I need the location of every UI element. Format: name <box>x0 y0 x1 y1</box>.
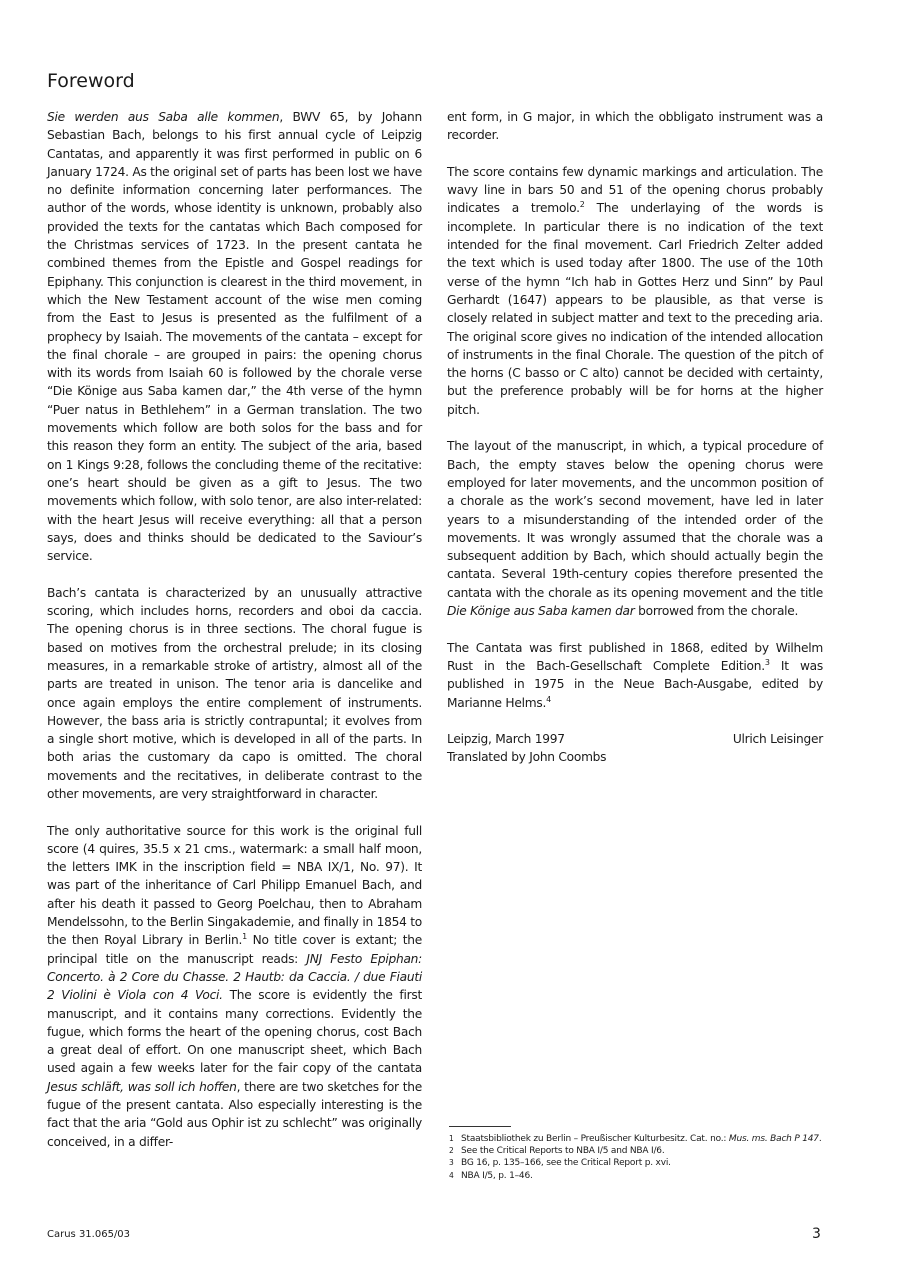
footnote <box>449 1133 824 1145</box>
paragraph-text: The underlaying of the words is incomplete. In particular there is no indication of the text intended for the final movement. Carl Friedrich Zelter added the text which is used today after 1800. The use of the 10th verse of the hymn “Ich hab in Gottes Herz und Sinn” by Paul Gerhardt (1647) appears to be plausible, as that verse is closely related in subject matter and text to the preceding aria. The original score gives no indication of the intended allocation of instruments in the final Chorale. The question of the pitch of the horns (C basso or C alto) cannot be decided with certainty, but the preference probably will be for horns at the higher pitch. <box>447 201 823 417</box>
place-date: Leipzig, March 1997 <box>447 732 565 747</box>
footnote-text-part: . <box>818 1134 822 1144</box>
translator-credit: Translated by John Coombs <box>447 750 607 765</box>
footnote-number: 2 <box>449 1146 454 1156</box>
paragraph <box>47 584 422 804</box>
footnotes <box>449 1133 824 1182</box>
footnote-italic: Mus. ms. Bach P 147 <box>728 1134 819 1144</box>
paragraph <box>447 108 823 145</box>
footnote-ref: 2 <box>579 200 585 210</box>
paragraph-text: The Cantata was first published in 1868, edited by Wilhelm Rust in the Bach-Gesellschaft Complete Edition. <box>447 640 823 673</box>
paragraph-text: borrowed from the chorale. <box>634 604 799 619</box>
paragraph-text: , BWV 65, by Johann Sebastian Bach, belongs to his first annual cycle of Leipzig Cantatas, and apparently it was first performed in public on 6 January 1724. As the original set of parts has been lost we have no definite information concerning later performances. The author of the words, whose identity is unknown, probably also provided the texts for the cantatas which Bach composed for the Christmas services of 1723. In the present cantata he combined themes from the Epistle and Gospel readings for Epiphany. This conjunction is clearest in the third movement, in which the New Testament account of the wise men coming from the East to Jesus is presented as the fulfilment of a prophecy by Isaiah. The movements of the cantata – except for the final chorale – are grouped in pairs: the opening chorus with its words from Isaiah 60 is followed by the chorale verse “Die Könige aus Saba kamen dar,” the 4th verse of the hymn “Puer natus in Bethlehem” in a German translation. The two movements which follow are both solos for the bass and for this reason they form an entity. The subject of the aria, based on 1 Kings 9:28, follows the concluding theme of the recitative: one’s heart should be given as a gift to Jesus. The two movements which follow, with solo tenor, are also inter-related: with the heart Jesus will receive everything: all that a person says, does and thinks should be dedicated to the Saviour’s service. <box>47 110 422 564</box>
footnote <box>449 1170 824 1182</box>
footnote-text: See the Critical Reports to NBA I/5 and NBA I/6. <box>461 1146 665 1157</box>
page-number: 3 <box>812 1226 821 1242</box>
footnote-number: 1 <box>449 1134 454 1143</box>
paragraph <box>447 437 823 620</box>
paragraph-text: The layout of the manuscript, in which, a typical procedure of Bach, the empty staves below the opening chorus were employed for later movements, and the uncommon position of a chorale as the work’s second movement, have led in later years to a misunderstanding of the intended order of the movements. It was wrongly assumed that the chorale was a subsequent addition by Bach, which should actually begin the cantata. Several 19th-century copies therefore presented the cantata with the chorale as its opening movement and the title <box>447 439 823 600</box>
footnote-number: 3 <box>449 1158 454 1168</box>
page-title: Foreword <box>47 70 135 92</box>
italic-text: Die Könige aus Saba kamen dar <box>447 604 635 619</box>
footnote <box>449 1145 824 1157</box>
paragraph <box>447 639 823 712</box>
paragraph-text: ent form, in G major, in which the obbligato instrument was a recorder. <box>447 110 823 143</box>
paragraph <box>47 822 422 1151</box>
footnote-divider <box>449 1126 511 1127</box>
paragraph <box>447 163 823 419</box>
footnote-number: 4 <box>449 1170 454 1180</box>
paragraph-text: No title cover is extant; the principal title on the manuscript reads: <box>47 933 422 966</box>
footnote-text <box>461 1133 822 1145</box>
catalog-number: Carus 31.065/03 <box>47 1229 131 1240</box>
footnote-text: NBA I/5, p. 1–46. <box>461 1170 533 1181</box>
italic-text: JNJ Festo Epiphan: Concerto. à 2 Core du Chasse. 2 Hautb: da Caccia. / due Fiauti 2 Violini è Viola con 4 Voci. <box>47 951 422 1003</box>
left-column <box>47 108 422 1151</box>
paragraph-text: , there are two sketches for the fugue of the present cantata. Also especially interesting is the fact that the aria “Gold aus Ophir ist zu schlecht” was originally conceived, in a differ- <box>47 1079 422 1149</box>
paragraph <box>47 108 422 565</box>
footnote-ref: 3 <box>764 657 770 667</box>
italic-title: Sie werden aus Saba alle kommen <box>47 110 280 124</box>
footnote-ref: 4 <box>546 694 551 704</box>
paragraph-text: The only authoritative source for this work is the original full score (4 quires, 35.5 x 21 cms., watermark: a small half moon, the letters IMK in the inscription field = NBA IX/1, No. 97). It was part of the inheritance of Carl Philipp Emanuel Bach, and after his death it passed to Georg Poelchau, then to Abraham Mendelssohn, to the Berlin Singakademie, and finally in 1854 to the then Royal Library in Berlin. <box>47 823 422 948</box>
paragraph-text: The score contains few dynamic markings and articulation. The wavy line in bars 50 and 51 of the opening chorus probably indicates a tremolo. <box>447 164 823 216</box>
paragraph-text: The score is evidently the first manuscript, and it contains many corrections. Evidently the fugue, which forms the heart of the opening chorus, cost Bach a great deal of effort. On one manuscript sheet, which Bach used again a few weeks later for the fair copy of the cantata <box>47 988 422 1076</box>
paragraph-text: Bach’s cantata is characterized by an unusually attractive scoring, which includes horns, recorders and oboi da caccia. The opening chorus is in three sections. The choral fugue is based on motives from the orchestral prelude; in its closing measures, in a remarkable stroke of artistry, almost all of the parts are treated in unison. The tenor aria is dancelike and once again employs the entire complement of instruments. However, the bass aria is strictly contrapuntal; it evolves from a single short motive, which is developed in all of the parts. In both arias the customary da capo is omitted. The choral movements and the recitatives, in deliberate contrast to the other movements, are very straightforward in character. <box>47 585 422 801</box>
signature-line <box>447 730 823 748</box>
footnote-text-part: Staatsbibliothek zu Berlin – Preußischer Kulturbesitz. Cat. no.: <box>461 1134 729 1144</box>
paragraph-text: It was published in 1975 in the Neue Bach-Ausgabe, edited by Marianne Helms. <box>447 658 823 710</box>
italic-text: Jesus schläft, was soll ich hoffen <box>47 1079 237 1094</box>
footnote-text: BG 16, p. 135–166, see the Critical Report p. xvi. <box>461 1158 671 1169</box>
author-name: Ulrich Leisinger <box>732 732 823 747</box>
footnote <box>449 1157 824 1169</box>
footnote-ref: 1 <box>242 932 247 942</box>
right-column <box>447 108 823 785</box>
